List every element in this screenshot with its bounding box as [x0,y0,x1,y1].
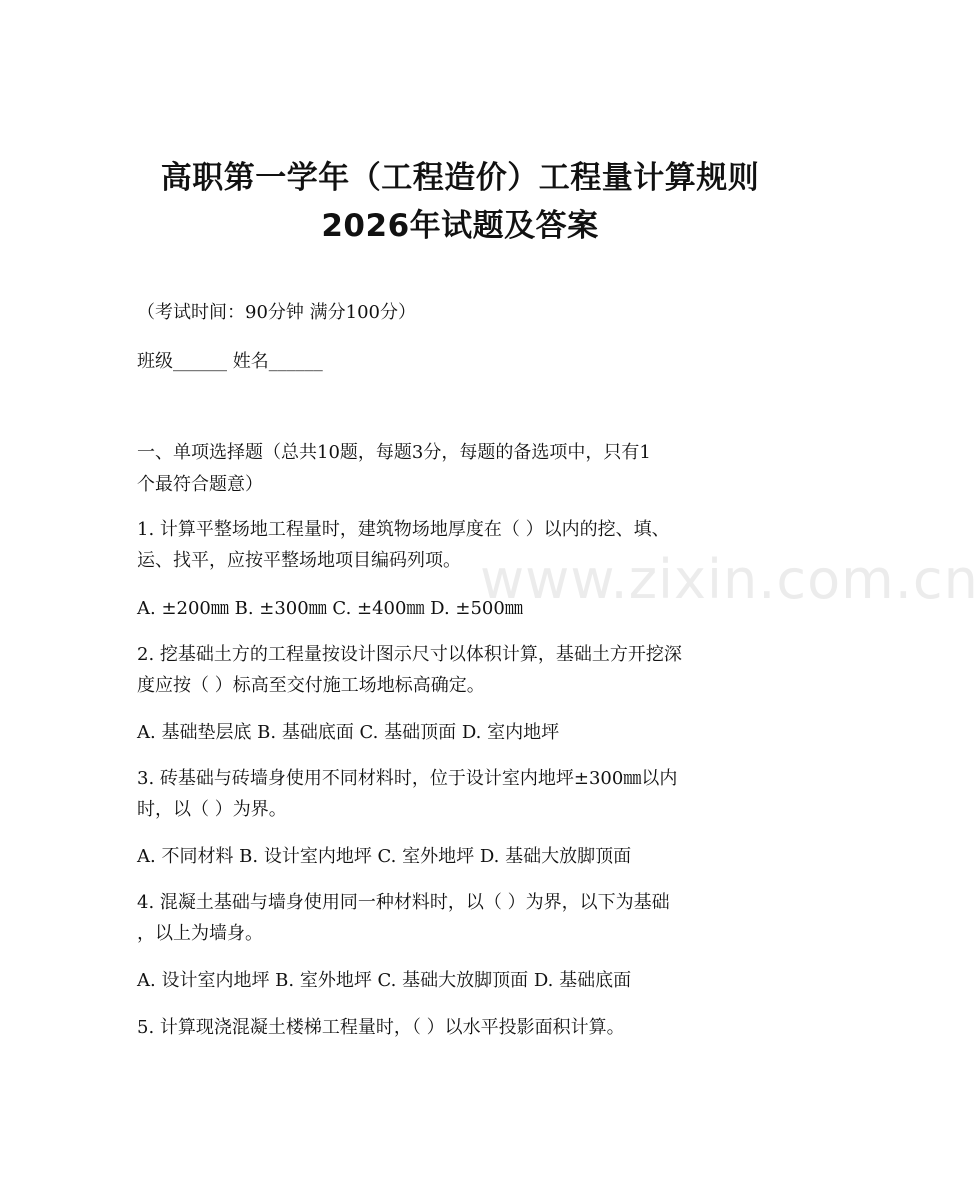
section-heading-line-2: 个最符合题意） [137,474,263,495]
document-title-line-2: 2026年试题及答案 [321,208,599,244]
exam-info: （考试时间：90分钟 满分100分） [137,302,416,323]
question-3-stem-line-1: 3. 砖基础与砖墙身使用不同材料时，位于设计室内地坪±300㎜以内 [137,768,678,789]
student-info: 班级______ 姓名______ [137,351,323,372]
section-heading-line-1: 一、单项选择题（总共10题，每题3分，每题的备选项中，只有1 [137,442,651,463]
question-3-options: A. 不同材料 B. 设计室内地坪 C. 室外地坪 D. 基础大放脚顶面 [137,846,632,867]
document-title-line-1: 高职第一学年（工程造价）工程量计算规则 [160,160,760,196]
question-1-stem-line-2: 运、找平，应按平整场地项目编码列项。 [137,550,461,571]
question-5-stem-line-1: 5. 计算现浇混凝土楼梯工程量时，（ ）以水平投影面积计算。 [137,1017,625,1038]
question-2-options: A. 基础垫层底 B. 基础底面 C. 基础顶面 D. 室内地坪 [137,722,560,743]
watermark: www.zixin.com.cn [480,548,979,611]
question-2-stem-line-2: 度应按（ ）标高至交付施工场地标高确定。 [137,675,485,696]
question-3-stem-line-2: 时，以（ ）为界。 [137,799,287,820]
question-4-stem-line-2: ，以上为墙身。 [137,923,263,944]
question-2-stem-line-1: 2. 挖基础土方的工程量按设计图示尺寸以体积计算，基础土方开挖深 [137,644,682,665]
question-1-options: A. ±200㎜ B. ±300㎜ C. ±400㎜ D. ±500㎜ [137,598,523,619]
question-4-stem-line-1: 4. 混凝土基础与墙身使用同一种材料时，以（ ）为界，以下为基础 [137,892,670,913]
question-1-stem-line-1: 1. 计算平整场地工程量时，建筑物场地厚度在（ ）以内的挖、填、 [137,519,670,540]
question-4-options: A. 设计室内地坪 B. 室外地坪 C. 基础大放脚顶面 D. 基础底面 [137,970,632,991]
